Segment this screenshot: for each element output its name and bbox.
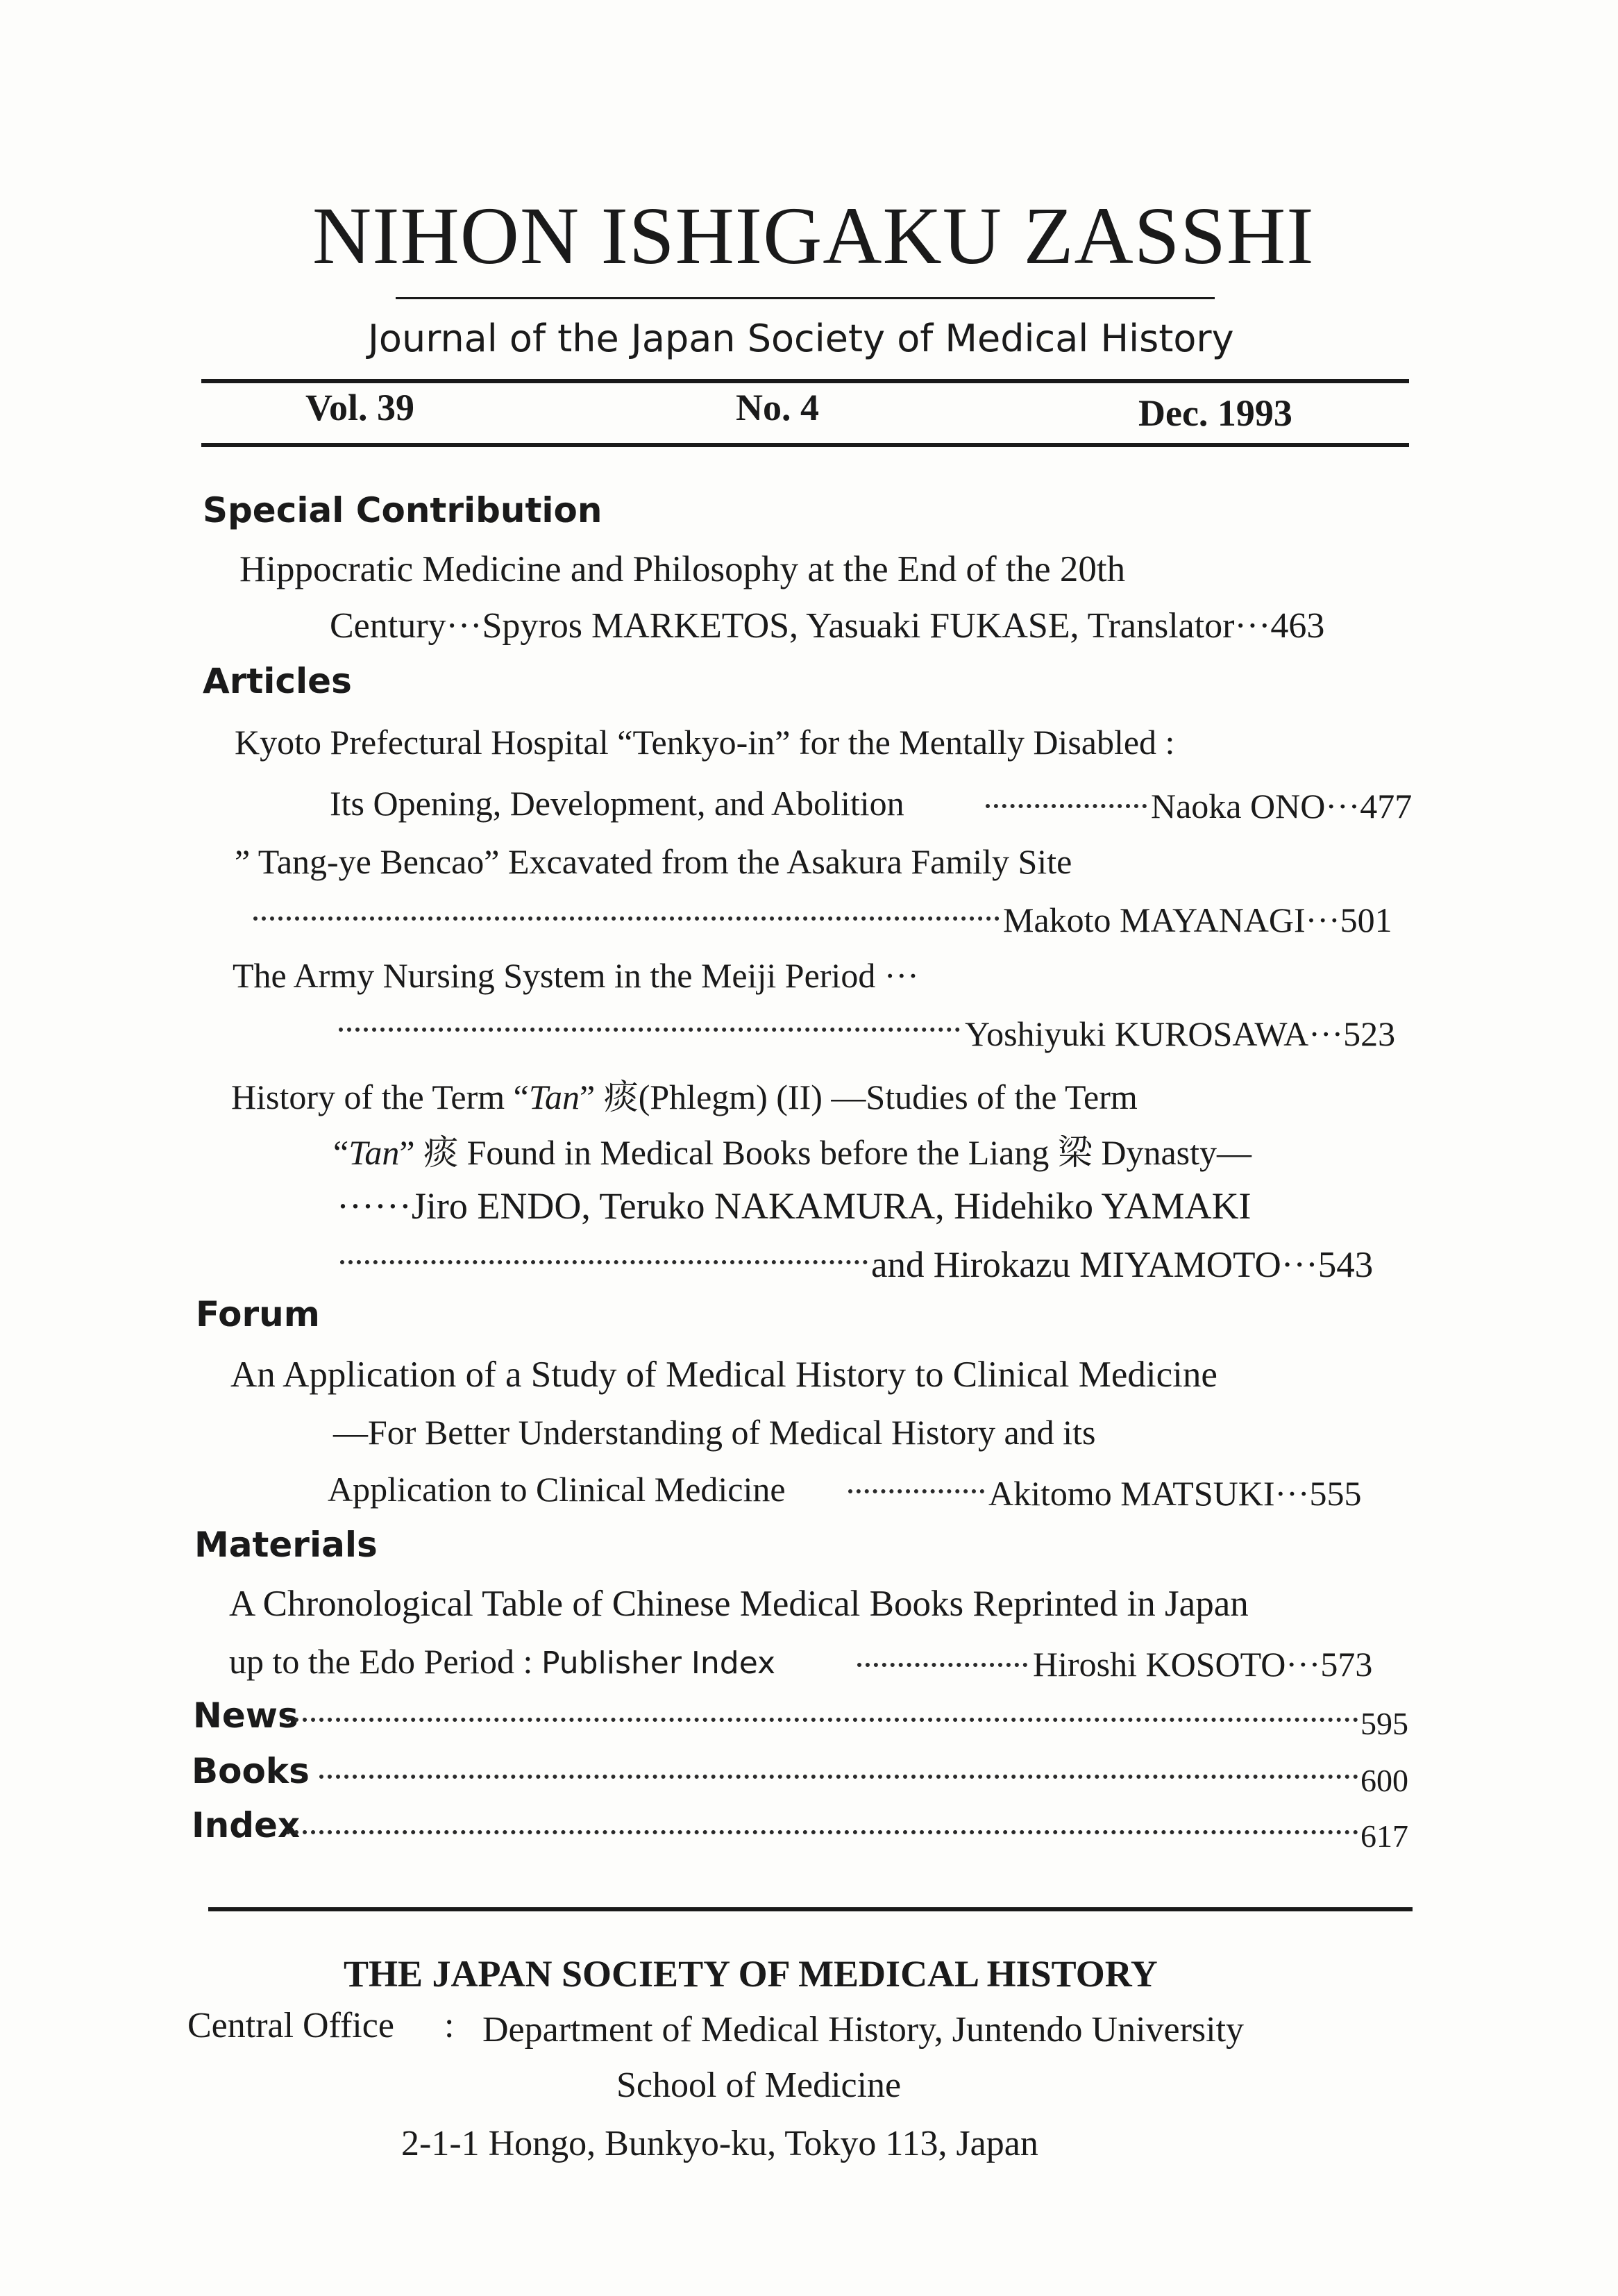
- central-office-separator: :: [444, 2006, 455, 2045]
- central-office-line1: Department of Medical History, Juntendo University: [482, 2010, 1245, 2050]
- entry-tan-authors: ······Jiro ENDO, Teruko NAKAMURA, Hidehiko YAMAKI: [337, 1185, 1252, 1227]
- section-heading-special-contribution: Special Contribution: [203, 490, 602, 530]
- leader-dots: [319, 1775, 1358, 1779]
- entry-chronological-author: Hiroshi KOSOTO···573: [1033, 1645, 1373, 1684]
- journal-title: NIHON ISHIGAKU ZASSHI: [312, 190, 1315, 281]
- leader-dots: [848, 1489, 984, 1493]
- page-number: 617: [1360, 1818, 1408, 1854]
- page-number: 595: [1360, 1706, 1408, 1741]
- society-name: THE JAPAN SOCIETY OF MEDICAL HISTORY: [344, 1953, 1158, 1995]
- leader-dots: [253, 916, 1000, 921]
- entry-hippocratic-authors: Century···Spyros MARKETOS, Yasuaki FUKASE, Translator···463: [330, 606, 1325, 646]
- office-address: 2-1-1 Hongo, Bunkyo-ku, Tokyo 113, Japan: [401, 2124, 1038, 2163]
- leader-dots: [286, 1718, 1358, 1722]
- issue-date: Dec. 1993: [1138, 392, 1292, 434]
- entry-tan-subtitle: [333, 1125, 1252, 1175]
- entry-chronological-subtitle: [229, 1641, 775, 1682]
- issue-bottom-rule: [201, 443, 1409, 447]
- text-fragment-sans: Publisher Index: [541, 1645, 776, 1681]
- entry-hippocratic-title: Hippocratic Medicine and Philosophy at the End of the 20th: [239, 549, 1126, 589]
- entry-application-author: Akitomo MATSUKI···555: [988, 1474, 1362, 1513]
- volume-label: Vol. 39: [305, 387, 415, 428]
- leader-dots: [286, 1830, 1358, 1834]
- issue-top-rule: [201, 379, 1409, 383]
- entry-tan-last-author: and Hirokazu MIYAMOTO···543: [871, 1245, 1374, 1285]
- text-fragment: “: [333, 1133, 349, 1172]
- section-heading-articles: Articles: [203, 661, 352, 701]
- entry-chronological-title: A Chronological Table of Chinese Medical Books Reprinted in Japan: [229, 1584, 1249, 1624]
- italic-term: Tan: [348, 1133, 400, 1172]
- page-number: 600: [1360, 1763, 1408, 1798]
- leader-dots: [339, 1028, 960, 1032]
- text-fragment: up to the Edo Period :: [229, 1642, 533, 1681]
- section-heading-forum: Forum: [196, 1294, 320, 1334]
- footer-rule: [208, 1907, 1413, 1911]
- entry-army-nursing-title: The Army Nursing System in the Meiji Period ···: [233, 956, 919, 995]
- italic-term: Tan: [528, 1078, 580, 1116]
- leader-dots: [340, 1260, 868, 1264]
- title-underline: [396, 297, 1215, 299]
- section-heading-index: Index: [192, 1805, 301, 1845]
- text-fragment: ” 痰(Phlegm) (II) —Studies of the Term: [580, 1078, 1138, 1116]
- entry-tangye-author: Makoto MAYANAGI···501: [1003, 900, 1392, 939]
- entry-tangye-title: ” Tang-ye Bencao” Excavated from the Asakura Family Site: [235, 842, 1072, 881]
- central-office-line2: School of Medicine: [616, 2065, 902, 2105]
- section-heading-materials: Materials: [194, 1525, 378, 1565]
- entry-application-subtitle-2: Application to Clinical Medicine: [328, 1470, 786, 1509]
- entry-application-subtitle: —For Better Understanding of Medical History and its: [333, 1413, 1096, 1452]
- entry-kyoto-title: Kyoto Prefectural Hospital “Tenkyo-in” for the Mentally Disabled :: [235, 723, 1175, 762]
- section-heading-news: News: [193, 1695, 298, 1736]
- entry-tan-title: [231, 1069, 1138, 1119]
- text-fragment: ” 痰 Found in Medical Books before the Liang 梁 Dynasty—: [399, 1133, 1252, 1172]
- entry-kyoto-subtitle: Its Opening, Development, and Abolition: [330, 784, 904, 823]
- text-fragment: History of the Term “: [231, 1078, 529, 1116]
- entry-army-nursing-author: Yoshiyuki KUROSAWA···523: [965, 1014, 1396, 1053]
- journal-subtitle: Journal of the Japan Society of Medical History: [368, 317, 1234, 360]
- central-office-label: Central Office: [187, 2006, 394, 2045]
- entry-application-title: An Application of a Study of Medical History to Clinical Medicine: [230, 1355, 1217, 1395]
- issue-number: No. 4: [736, 387, 819, 428]
- section-heading-books: Books: [192, 1751, 310, 1791]
- leader-dots: [986, 804, 1147, 808]
- leader-dots: [857, 1663, 1027, 1667]
- entry-kyoto-author: Naoka ONO···477: [1151, 787, 1413, 826]
